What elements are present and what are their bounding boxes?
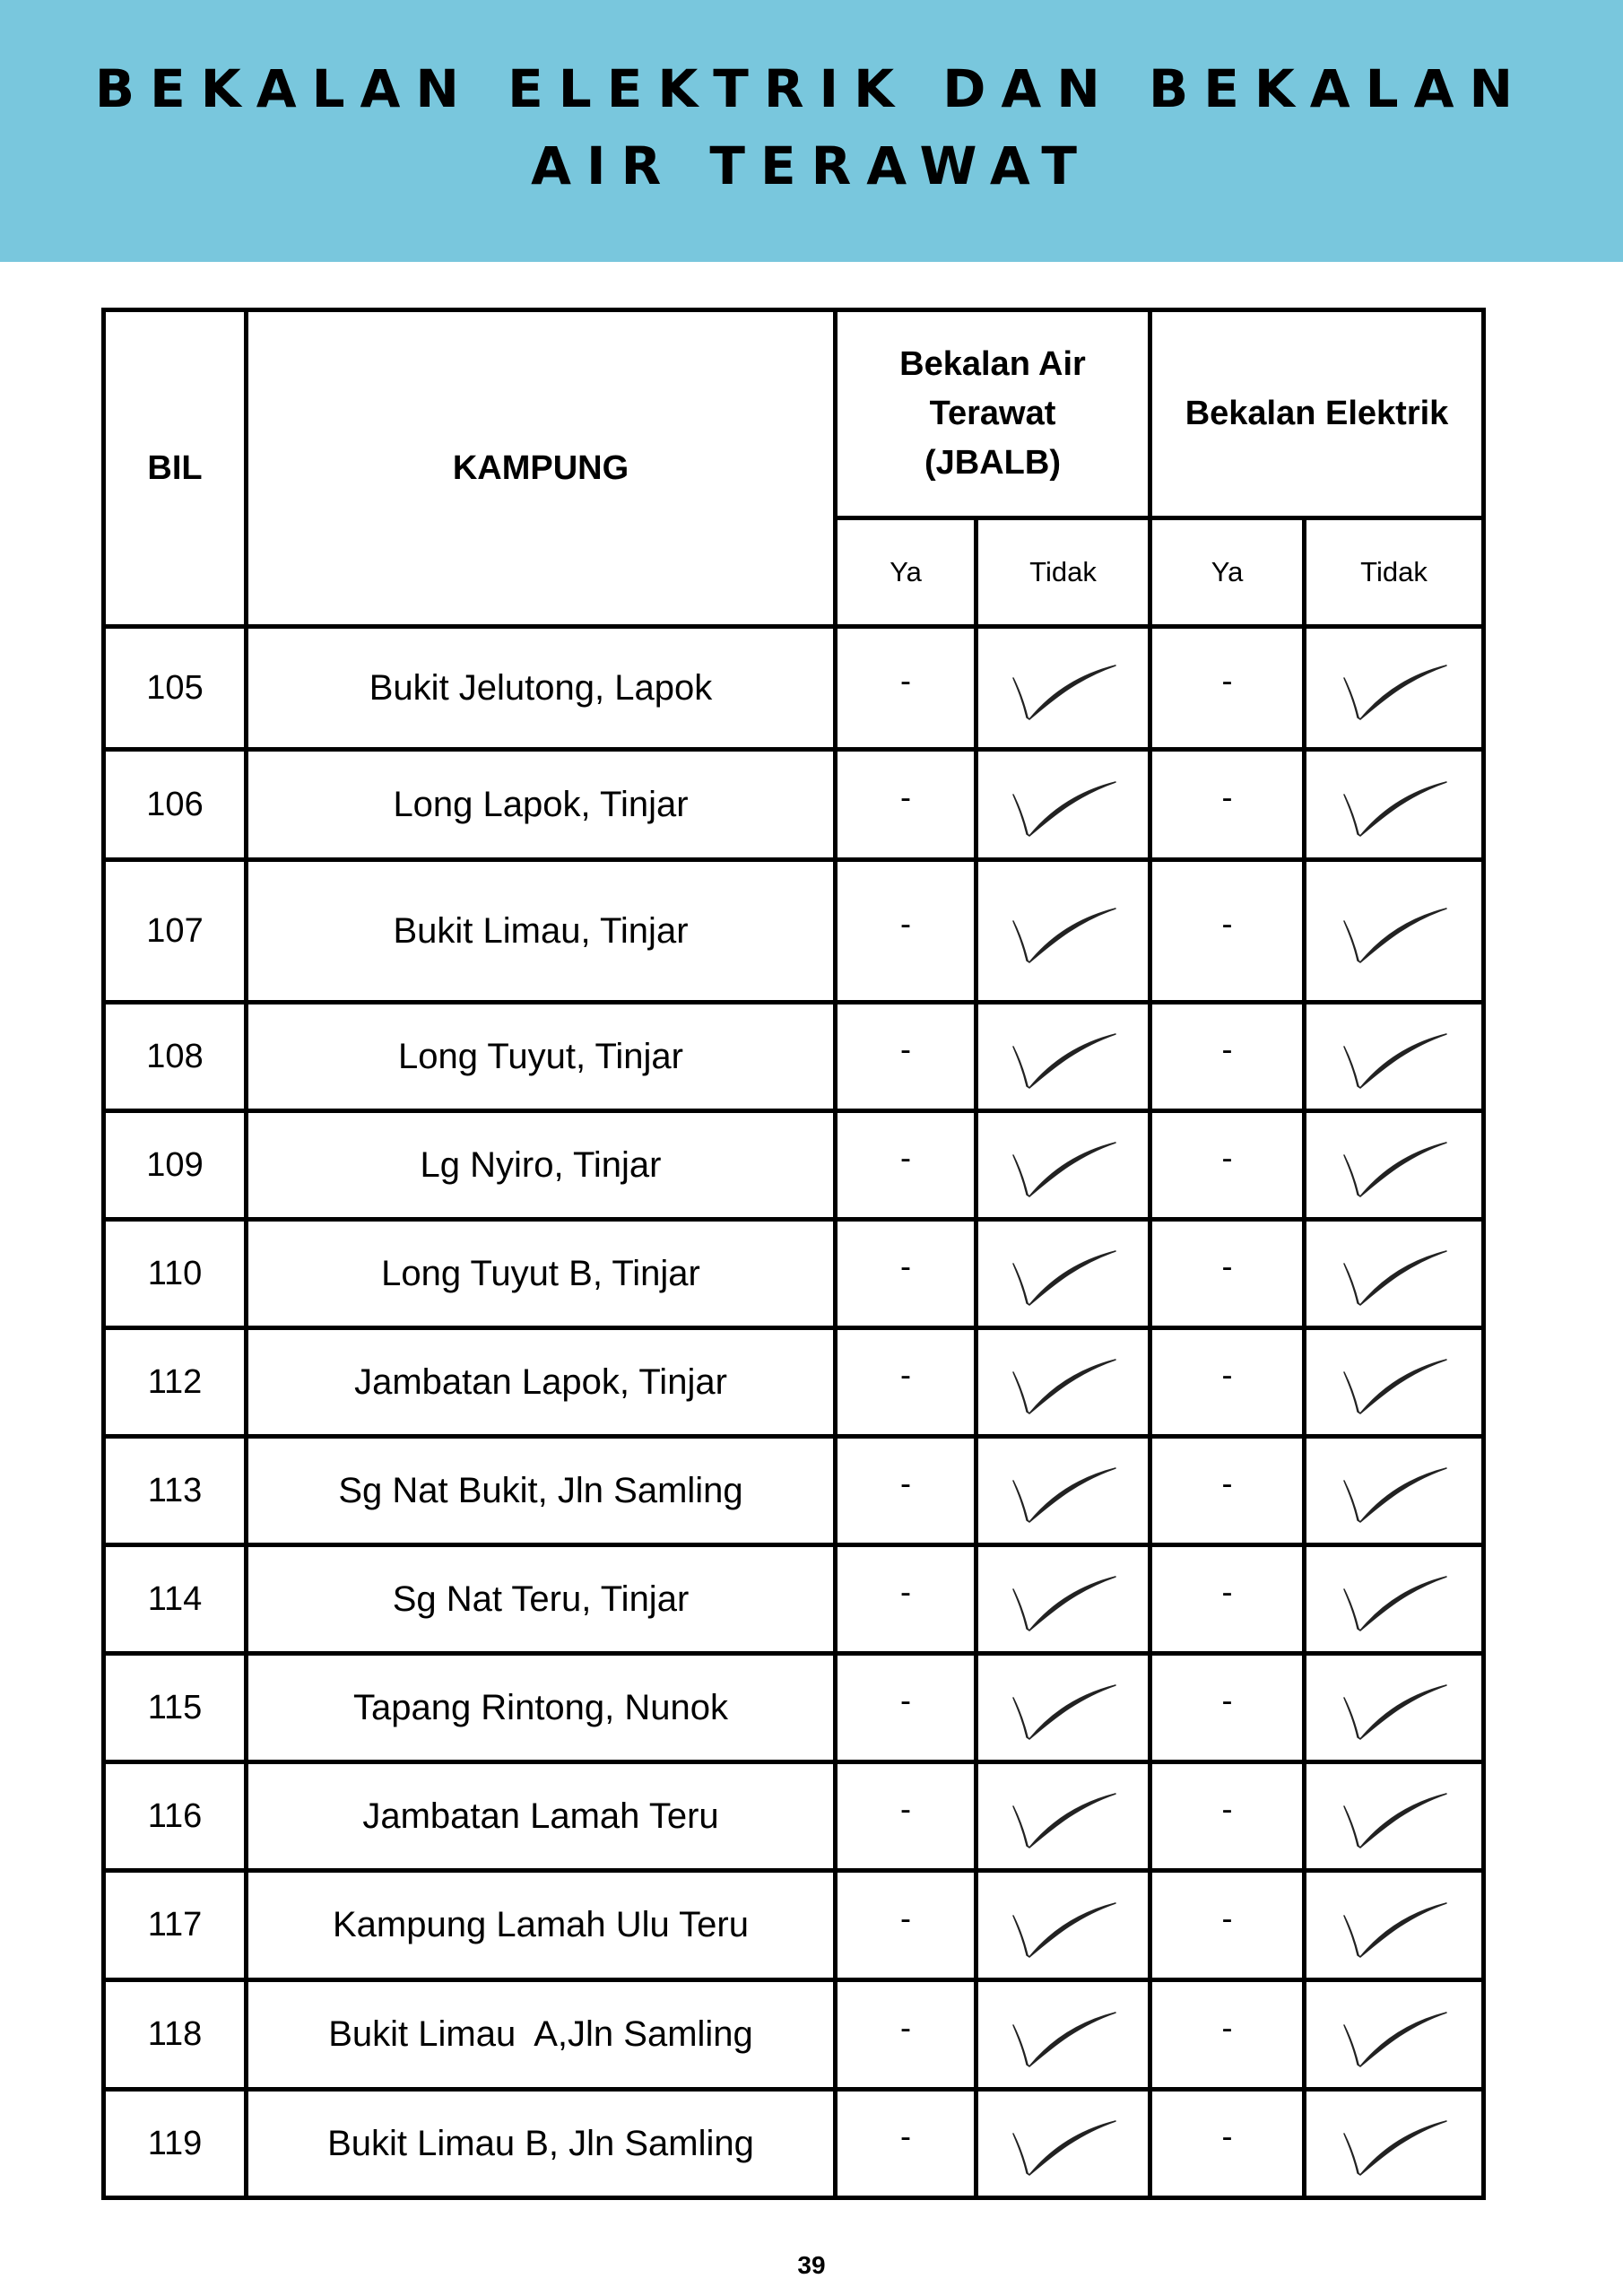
checkmark-icon [1010, 664, 1117, 728]
checkmark-icon [1010, 1683, 1117, 1748]
dash-mark: - [1221, 1031, 1233, 1067]
cell-electric-tidak [1305, 1328, 1484, 1437]
dash-mark: - [1221, 1248, 1233, 1284]
cell-water-ya [836, 1654, 976, 1762]
dash-mark: - [900, 662, 911, 699]
cell-water-ya [836, 1871, 976, 1980]
table-row [104, 1871, 1484, 1980]
dash-mark: - [1221, 2008, 1233, 2046]
header-row-group [104, 310, 1484, 518]
cell-bil: 108 [104, 1003, 247, 1111]
checkmark-icon [1010, 1249, 1117, 1314]
header-kampung: KAMPUNG [247, 310, 836, 627]
cell-kampung: Bukit Limau, Tinjar [247, 860, 836, 1003]
header-water-line-1: Bekalan Air [899, 345, 1086, 383]
cell-bil: 115 [104, 1654, 247, 1762]
cell-water-tidak [976, 1980, 1150, 2090]
cell-bil: 113 [104, 1437, 247, 1545]
cell-electric-ya [1150, 860, 1305, 1003]
cell-kampung: Bukit Limau B, Jln Samling [247, 2090, 836, 2198]
checkmark-icon [1010, 2011, 1117, 2075]
cell-water-ya [836, 1220, 976, 1328]
cell-bil: 105 [104, 627, 247, 750]
dash-mark: - [900, 1248, 911, 1284]
checkmark-icon [1010, 1141, 1117, 1205]
cell-electric-ya [1150, 627, 1305, 750]
checkmark-icon [1341, 1575, 1448, 1639]
cell-kampung: Sg Nat Teru, Tinjar [247, 1545, 836, 1654]
cell-electric-ya [1150, 1328, 1305, 1437]
checkmark-icon [1010, 1358, 1117, 1422]
cell-electric-tidak [1305, 1980, 1484, 2090]
cell-water-ya [836, 1545, 976, 1654]
cell-electric-ya [1150, 1545, 1305, 1654]
checkmark-icon [1341, 1358, 1448, 1422]
cell-kampung: Sg Nat Bukit, Jln Samling [247, 1437, 836, 1545]
cell-kampung: Long Lapok, Tinjar [247, 750, 836, 860]
cell-water-tidak [976, 627, 1150, 750]
cell-electric-tidak [1305, 750, 1484, 860]
checkmark-icon [1341, 780, 1448, 845]
cell-kampung: Lg Nyiro, Tinjar [247, 1111, 836, 1220]
dash-mark: - [900, 1139, 911, 1176]
cell-water-ya [836, 1111, 976, 1220]
table-row [104, 1654, 1484, 1762]
cell-kampung: Long Tuyut, Tinjar [247, 1003, 836, 1111]
cell-water-ya [836, 2090, 976, 2198]
cell-water-tidak [976, 860, 1150, 1003]
cell-kampung: Bukit Jelutong, Lapok [247, 627, 836, 750]
dash-mark: - [900, 905, 911, 942]
table-row [104, 627, 1484, 750]
table-row [104, 1762, 1484, 1871]
table-row [104, 1003, 1484, 1111]
cell-water-tidak [976, 750, 1150, 860]
dash-mark: - [1221, 905, 1233, 942]
cell-water-tidak [976, 1220, 1150, 1328]
checkmark-icon [1010, 1901, 1117, 1966]
checkmark-icon [1341, 1683, 1448, 1748]
page-number: 39 [797, 2251, 826, 2279]
dash-mark: - [1221, 1139, 1233, 1176]
cell-bil: 114 [104, 1545, 247, 1654]
cell-electric-ya [1150, 2090, 1305, 2198]
checkmark-icon [1341, 1466, 1448, 1531]
cell-bil: 107 [104, 860, 247, 1003]
dash-mark: - [900, 778, 911, 815]
cell-electric-ya [1150, 1762, 1305, 1871]
cell-electric-tidak [1305, 1762, 1484, 1871]
cell-electric-tidak [1305, 1654, 1484, 1762]
dash-mark: - [1221, 1356, 1233, 1393]
dash-mark: - [1221, 778, 1233, 815]
dash-mark: - [900, 1031, 911, 1067]
cell-bil: 106 [104, 750, 247, 860]
checkmark-icon [1341, 2011, 1448, 2075]
header-electric-supply: Bekalan Elektrik [1150, 310, 1484, 518]
cell-bil: 110 [104, 1220, 247, 1328]
checkmark-icon [1010, 1032, 1117, 1097]
cell-water-tidak [976, 1111, 1150, 1220]
cell-water-ya [836, 627, 976, 750]
checkmark-icon [1341, 1249, 1448, 1314]
dash-mark: - [1221, 1682, 1233, 1718]
table-row [104, 750, 1484, 860]
cell-water-tidak [976, 1762, 1150, 1871]
cell-water-tidak [976, 1328, 1150, 1437]
cell-water-tidak [976, 1437, 1150, 1545]
cell-bil: 117 [104, 1871, 247, 1980]
cell-electric-tidak [1305, 2090, 1484, 2198]
cell-electric-tidak [1305, 1545, 1484, 1654]
cell-water-ya [836, 1762, 976, 1871]
cell-electric-ya [1150, 750, 1305, 860]
checkmark-icon [1341, 1792, 1448, 1857]
dash-mark: - [900, 1573, 911, 1610]
cell-kampung: Bukit Limau A,Jln Samling [247, 1980, 836, 2090]
checkmark-icon [1010, 1792, 1117, 1857]
cell-kampung: Kampung Lamah Ulu Teru [247, 1871, 836, 1980]
checkmark-icon [1010, 1575, 1117, 1639]
cell-electric-ya [1150, 1654, 1305, 1762]
cell-water-tidak [976, 1654, 1150, 1762]
dash-mark: - [1221, 1899, 1233, 1936]
cell-water-tidak [976, 2090, 1150, 2198]
cell-electric-ya [1150, 1871, 1305, 1980]
checkmark-icon [1010, 780, 1117, 845]
cell-electric-tidak [1305, 1111, 1484, 1220]
table-row [104, 1437, 1484, 1545]
cell-electric-tidak [1305, 1871, 1484, 1980]
checkmark-icon [1341, 1901, 1448, 1966]
cell-electric-ya [1150, 1111, 1305, 1220]
cell-electric-tidak [1305, 1220, 1484, 1328]
table-row [104, 860, 1484, 1003]
table-row [104, 1545, 1484, 1654]
cell-water-ya [836, 1980, 976, 2090]
cell-electric-tidak [1305, 860, 1484, 1003]
cell-kampung: Long Tuyut B, Tinjar [247, 1220, 836, 1328]
cell-bil: 112 [104, 1328, 247, 1437]
table-row [104, 1328, 1484, 1437]
checkmark-icon [1341, 907, 1448, 971]
header-water-line-3: (JBALB) [924, 444, 1061, 482]
cell-bil: 118 [104, 1980, 247, 2090]
cell-water-tidak [976, 1871, 1150, 1980]
cell-electric-tidak [1305, 1003, 1484, 1111]
cell-water-ya [836, 1437, 976, 1545]
header-water-tidak: Tidak [976, 518, 1150, 627]
dash-mark: - [900, 1465, 911, 1501]
dash-mark: - [900, 1356, 911, 1393]
table-row [104, 2090, 1484, 2198]
dash-mark: - [1221, 1465, 1233, 1501]
cell-electric-ya [1150, 1980, 1305, 2090]
table-row [104, 1111, 1484, 1220]
cell-bil: 109 [104, 1111, 247, 1220]
header-water-line-2: Terawat [929, 395, 1056, 432]
cell-water-ya [836, 860, 976, 1003]
dash-mark: - [900, 1899, 911, 1936]
checkmark-icon [1010, 907, 1117, 971]
cell-electric-ya [1150, 1003, 1305, 1111]
cell-bil: 116 [104, 1762, 247, 1871]
checkmark-icon [1341, 1032, 1448, 1097]
dash-mark: - [900, 2118, 911, 2154]
cell-water-tidak [976, 1545, 1150, 1654]
header-electric-ya: Ya [1150, 518, 1305, 627]
cell-electric-tidak [1305, 627, 1484, 750]
cell-water-ya [836, 1328, 976, 1437]
table-row [104, 1220, 1484, 1328]
cell-bil: 119 [104, 2090, 247, 2198]
checkmark-icon [1341, 664, 1448, 728]
dash-mark: - [1221, 2118, 1233, 2154]
cell-water-ya [836, 750, 976, 860]
dash-mark: - [900, 1790, 911, 1827]
dash-mark: - [1221, 662, 1233, 699]
cell-kampung: Jambatan Lapok, Tinjar [247, 1328, 836, 1437]
checkmark-icon [1010, 1466, 1117, 1531]
supply-status-table [101, 308, 1486, 2200]
cell-electric-ya [1150, 1220, 1305, 1328]
cell-electric-tidak [1305, 1437, 1484, 1545]
dash-mark: - [1221, 1790, 1233, 1827]
cell-water-tidak [976, 1003, 1150, 1111]
dash-mark: - [900, 2008, 911, 2046]
header-electric-tidak: Tidak [1305, 518, 1484, 627]
table-row [104, 1980, 1484, 2090]
checkmark-icon [1341, 2119, 1448, 2184]
page-title-line-2: AIR TERAWAT [531, 135, 1092, 196]
dash-mark: - [1221, 1573, 1233, 1610]
header-water-ya: Ya [836, 518, 976, 627]
header-water-supply [836, 310, 1150, 518]
header-bil: BIL [104, 310, 247, 627]
cell-kampung: Tapang Rintong, Nunok [247, 1654, 836, 1762]
checkmark-icon [1010, 2119, 1117, 2184]
title-banner [0, 0, 1623, 262]
checkmark-icon [1341, 1141, 1448, 1205]
page-title-line-1: BEKALAN ELEKTRIK DAN BEKALAN [94, 58, 1529, 119]
dash-mark: - [900, 1682, 911, 1718]
cell-kampung: Jambatan Lamah Teru [247, 1762, 836, 1871]
cell-water-ya [836, 1003, 976, 1111]
cell-electric-ya [1150, 1437, 1305, 1545]
